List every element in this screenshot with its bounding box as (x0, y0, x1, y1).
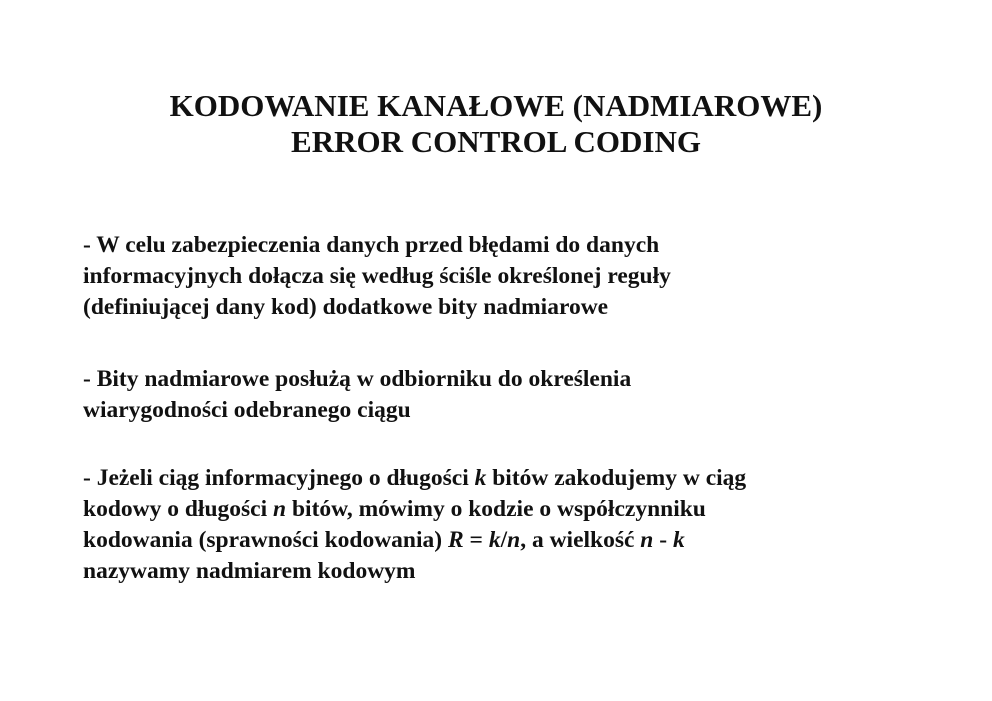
variable-R: R (447, 527, 464, 553)
paragraph-receiver-reliability (83, 364, 963, 426)
variable-n: n (273, 496, 287, 522)
variable-k: k (474, 465, 487, 491)
variable-n: n (507, 527, 521, 553)
paragraph-line: - Bity nadmiarowe posłużą w odbiorniku do określenia (83, 366, 632, 392)
paragraph-code-rate (83, 463, 963, 587)
variable-k: k (488, 527, 501, 553)
minus-sign: - (653, 527, 673, 553)
paragraph-line: - W celu zabezpieczenia danych przed błędami do danych (83, 232, 660, 258)
paragraph-line (83, 494, 963, 525)
text-fragment: bitów, mówimy o kodzie o współczynniku (286, 496, 706, 522)
slash-sign: / (500, 527, 508, 553)
equals-sign: = (463, 527, 489, 553)
text-fragment: , a wielkość (520, 527, 641, 553)
title-line-1: KODOWANIE KANAŁOWE (NADMIAROWE) (169, 88, 823, 123)
text-fragment: kodowania (sprawności kodowania) (83, 527, 448, 553)
paragraph-line (83, 463, 963, 494)
page-title (0, 88, 992, 160)
paragraph-line: (definiującej dany kod) dodatkowe bity nadmiarowe (83, 294, 609, 320)
variable-n: n (640, 527, 654, 553)
paragraph-line (83, 525, 963, 556)
title-line-2: ERROR CONTROL CODING (291, 124, 701, 159)
text-fragment: - Jeżeli ciąg informacyjnego o długości (83, 465, 475, 491)
paragraph-line: wiarygodności odebranego ciągu (83, 397, 411, 423)
paragraph-redundant-bits-purpose (83, 230, 963, 323)
text-fragment: bitów zakodujemy w ciąg (486, 465, 747, 491)
paragraph-line: nazywamy nadmiarem kodowym (83, 558, 416, 584)
variable-k: k (672, 527, 685, 553)
paragraph-line: informacyjnych dołącza się według ściśle określonej reguły (83, 263, 671, 289)
text-fragment: kodowy o długości (83, 496, 274, 522)
